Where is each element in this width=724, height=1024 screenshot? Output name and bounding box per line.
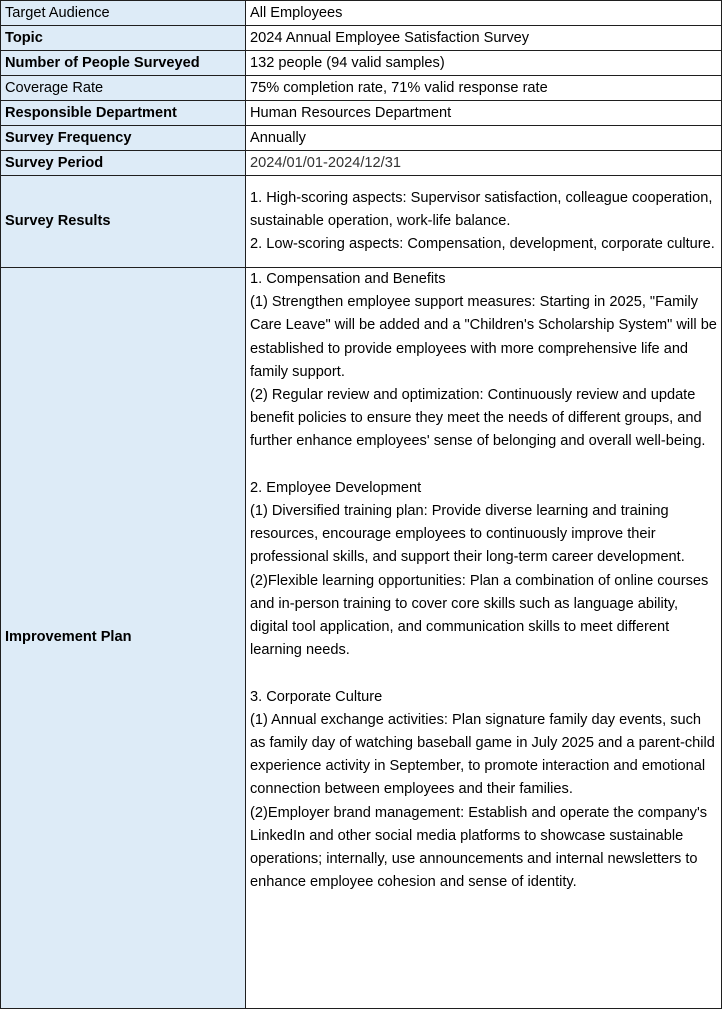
value-topic: 2024 Annual Employee Satisfaction Survey — [246, 26, 722, 51]
plan-section-heading: 3. Corporate Culture — [250, 688, 383, 705]
label-survey-frequency: Survey Frequency — [1, 126, 246, 151]
row-target-audience — [1, 1, 722, 26]
label-coverage-rate: Coverage Rate — [1, 76, 246, 101]
value-improvement-plan — [246, 268, 722, 1009]
row-responsible-department — [1, 101, 722, 126]
label-people-surveyed: Number of People Surveyed — [1, 51, 246, 76]
survey-result-low: 2. Low-scoring aspects: Compensation, development, corporate culture. — [250, 236, 715, 253]
plan-item: (1) Annual exchange activities: Plan signature family day events, such as family day of watching baseball game in July 2025 and a parent-child experience activity in September, to promote interaction and emotional connection between employees and their families. — [250, 711, 715, 798]
row-survey-period — [1, 151, 722, 176]
row-coverage-rate — [1, 76, 722, 101]
plan-item: (2)Employer brand management: Establish and operate the company's LinkedIn and other social media platforms to showcase sustainable operations; internally, use announcements and internal newsletters to enhance employee cohesion and sense of identity. — [250, 804, 708, 891]
row-survey-frequency — [1, 126, 722, 151]
row-improvement-plan — [1, 268, 722, 1009]
blank-line — [250, 662, 717, 685]
label-target-audience: Target Audience — [1, 1, 246, 26]
plan-section-heading: 2. Employee Development — [250, 479, 422, 496]
value-people-surveyed: 132 people (94 valid samples) — [246, 51, 722, 76]
label-responsible-department: Responsible Department — [1, 101, 246, 126]
row-survey-results — [1, 176, 722, 268]
value-responsible-department: Human Resources Department — [246, 101, 722, 126]
plan-item: (1) Diversified training plan: Provide diverse learning and training resources, encourage employees to continuously improve their professional skills, and support their long-term career development. — [250, 503, 685, 566]
row-topic — [1, 26, 722, 51]
label-improvement-plan: Improvement Plan — [1, 268, 246, 1009]
value-coverage-rate: 75% completion rate, 71% valid response rate — [246, 76, 722, 101]
plan-section-heading: 1. Compensation and Benefits — [250, 271, 446, 287]
row-people-surveyed — [1, 51, 722, 76]
blank-line — [250, 454, 717, 477]
plan-item: (2) Regular review and optimization: Continuously review and update benefit policies to ensure they meet the needs of different groups, and further enhance employees' sense of belonging and overall well-being. — [250, 387, 706, 450]
plan-item: (1) Strengthen employee support measures: Starting in 2025, "Family Care Leave" will be added and a "Children's Scholarship System" will be established to provide employees with more comprehensive life and family support. — [250, 294, 717, 380]
value-survey-results — [246, 176, 722, 268]
value-survey-frequency: Annually — [246, 126, 722, 151]
plan-item: (2)Flexible learning opportunities: Plan a combination of online courses and in-person training to cover core skills such as language ability, digital tool application, and communication skills to meet different learning needs. — [250, 572, 709, 659]
value-survey-period: 2024/01/01-2024/12/31 — [246, 151, 722, 176]
survey-result-high: 1. High-scoring aspects: Supervisor satisfaction, colleague cooperation, sustainable operation, work-life balance. — [250, 189, 713, 229]
value-target-audience: All Employees — [246, 1, 722, 26]
label-survey-results: Survey Results — [1, 176, 246, 268]
label-topic: Topic — [1, 26, 246, 51]
label-survey-period: Survey Period — [1, 151, 246, 176]
